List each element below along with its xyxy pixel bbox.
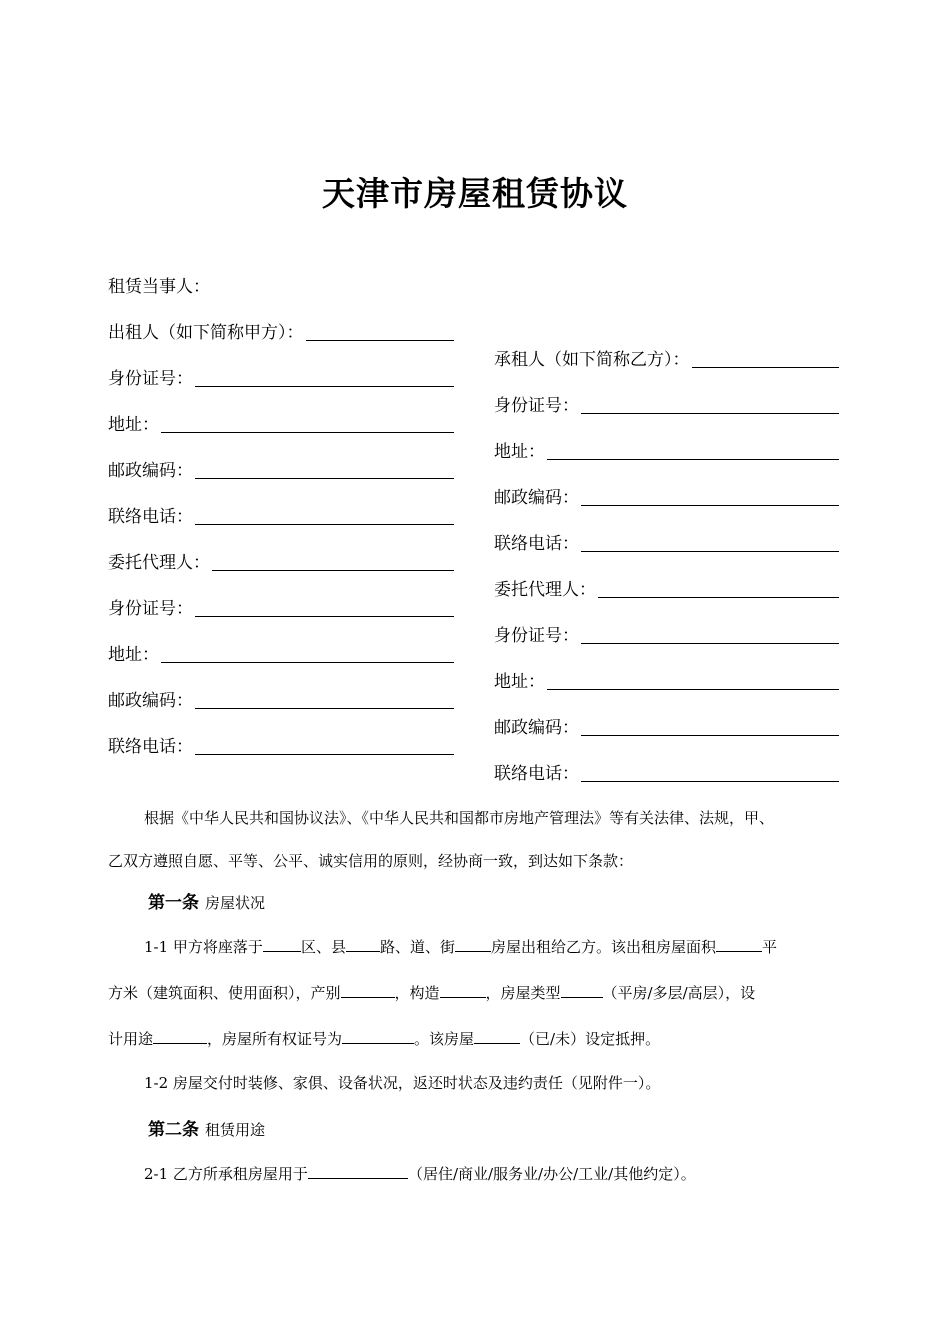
field-label: 联络电话： bbox=[494, 534, 579, 554]
lessee-column bbox=[494, 347, 839, 807]
clause-text: 。该房屋 bbox=[414, 1030, 475, 1048]
lessor-phone-field[interactable] bbox=[108, 504, 454, 527]
field-label: 地址： bbox=[494, 442, 545, 462]
fill-line bbox=[161, 432, 454, 433]
field-label: 身份证号： bbox=[108, 599, 193, 619]
field-label: 承租人（如下简称乙方）： bbox=[494, 350, 690, 370]
fill-line bbox=[547, 689, 839, 690]
clause-text: （已/未）设定抵押。 bbox=[520, 1030, 661, 1048]
intro-line-2: 乙双方遵照自愿、平等、公平、诚实信用的原则，经协商一致，到达如下条款： bbox=[108, 852, 634, 870]
structure-blank[interactable] bbox=[440, 985, 486, 998]
clause-1-1-line-3 bbox=[108, 1028, 858, 1049]
lessee-phone-field[interactable] bbox=[494, 531, 839, 554]
fill-line bbox=[195, 754, 454, 755]
fill-line bbox=[306, 340, 455, 341]
clause-text: ，房屋类型 bbox=[485, 984, 561, 1002]
clause-text: 房屋出租给乙方。该出租房屋面积 bbox=[490, 938, 716, 956]
lessee-postcode-field[interactable] bbox=[494, 485, 839, 508]
fill-line bbox=[581, 643, 839, 644]
field-label: 邮政编码： bbox=[494, 718, 579, 738]
clause-text: ，构造 bbox=[394, 984, 440, 1002]
field-label: 地址： bbox=[108, 645, 159, 665]
fill-line bbox=[581, 413, 839, 414]
field-label: 身份证号： bbox=[494, 626, 579, 646]
fill-line bbox=[547, 459, 839, 460]
mortgage-blank[interactable] bbox=[474, 1031, 520, 1044]
fill-line bbox=[195, 616, 454, 617]
clause-text: 平 bbox=[761, 938, 777, 956]
clause-text: （居住/商业/服务业/办公/工业/其他约定）。 bbox=[407, 1165, 696, 1183]
lessee-address-field[interactable] bbox=[494, 439, 839, 462]
lessor-id-field[interactable] bbox=[108, 366, 454, 389]
clause-text: 2-1 乙方所承租房屋用于 bbox=[144, 1165, 308, 1183]
clause-1-2: 1-2 房屋交付时装修、家俱、设备状况，返还时状态及违约责任（见附件一）。 bbox=[144, 1074, 661, 1092]
field-label: 委托代理人： bbox=[494, 580, 596, 600]
lessee-agent-id-field[interactable] bbox=[494, 623, 839, 646]
intro-line-1: 根据《中华人民共和国协议法》、《中华人民共和国都市房地产管理法》等有关法律、法规，甲、 bbox=[144, 809, 775, 827]
article-1-title: 第一条 bbox=[148, 893, 199, 913]
field-label: 邮政编码： bbox=[108, 691, 193, 711]
lessor-agent-postcode-field[interactable] bbox=[108, 688, 454, 711]
clause-text: 1-1 甲方将座落于 bbox=[144, 938, 263, 956]
lessor-agent-address-field[interactable] bbox=[108, 642, 454, 665]
field-label: 邮政编码： bbox=[494, 488, 579, 508]
document-title: 天津市房屋租赁协议 bbox=[322, 174, 628, 213]
lessee-agent-phone-field[interactable] bbox=[494, 761, 839, 784]
field-label: 地址： bbox=[494, 672, 545, 692]
article-2-heading bbox=[148, 1115, 898, 1140]
certificate-number-blank[interactable] bbox=[342, 1031, 414, 1044]
lessee-id-field[interactable] bbox=[494, 393, 839, 416]
clause-2-1 bbox=[144, 1163, 894, 1184]
usage-blank[interactable] bbox=[308, 1166, 408, 1179]
article-2-subtitle: 租赁用途 bbox=[205, 1121, 266, 1139]
article-1-heading bbox=[148, 888, 898, 913]
fill-line bbox=[195, 524, 454, 525]
clause-1-1-line-1 bbox=[144, 936, 894, 957]
field-label: 联络电话： bbox=[108, 737, 193, 757]
fill-line bbox=[581, 781, 839, 782]
clause-text: 方米（建筑面积、使用面积），产别 bbox=[108, 984, 341, 1002]
field-label: 身份证号： bbox=[108, 369, 193, 389]
field-label: 出租人（如下简称甲方）： bbox=[108, 323, 304, 343]
clause-text: （平房/多层/高层），设 bbox=[602, 984, 756, 1002]
lessor-agent-field[interactable] bbox=[108, 550, 454, 573]
clause-text: ，房屋所有权证号为 bbox=[207, 1030, 343, 1048]
lessee-agent-field[interactable] bbox=[494, 577, 839, 600]
field-label: 联络电话： bbox=[108, 507, 193, 527]
road-blank[interactable] bbox=[346, 939, 380, 952]
fill-line bbox=[212, 570, 454, 571]
fill-line bbox=[195, 708, 454, 709]
district-blank[interactable] bbox=[263, 939, 301, 952]
field-label: 联络电话： bbox=[494, 764, 579, 784]
area-blank[interactable] bbox=[716, 939, 762, 952]
fill-line bbox=[692, 367, 840, 368]
fill-line bbox=[195, 478, 454, 479]
design-use-blank[interactable] bbox=[153, 1031, 207, 1044]
article-2-title: 第二条 bbox=[148, 1120, 199, 1140]
fill-line bbox=[581, 551, 839, 552]
clause-text: 区、县 bbox=[300, 938, 346, 956]
street-number-blank[interactable] bbox=[455, 939, 491, 952]
fill-line bbox=[161, 662, 454, 663]
lessor-postcode-field[interactable] bbox=[108, 458, 454, 481]
clause-text: 计用途 bbox=[108, 1030, 154, 1048]
fill-line bbox=[581, 505, 839, 506]
article-1-subtitle: 房屋状况 bbox=[205, 894, 266, 912]
lessee-agent-address-field[interactable] bbox=[494, 669, 839, 692]
clause-1-1-line-2 bbox=[108, 982, 858, 1003]
parties-label: 租赁当事人： bbox=[108, 277, 210, 297]
lessor-agent-phone-field[interactable] bbox=[108, 734, 454, 757]
fill-line bbox=[581, 735, 839, 736]
field-label: 委托代理人： bbox=[108, 553, 210, 573]
house-type-blank[interactable] bbox=[561, 985, 603, 998]
fill-line bbox=[195, 386, 454, 387]
lessor-name-field[interactable] bbox=[108, 320, 454, 343]
field-label: 邮政编码： bbox=[108, 461, 193, 481]
lessor-address-field[interactable] bbox=[108, 412, 454, 435]
lessee-name-field[interactable] bbox=[494, 347, 839, 370]
field-label: 地址： bbox=[108, 415, 159, 435]
lessor-agent-id-field[interactable] bbox=[108, 596, 454, 619]
lessee-agent-postcode-field[interactable] bbox=[494, 715, 839, 738]
fill-line bbox=[598, 597, 839, 598]
clause-text: 路、道、街 bbox=[379, 938, 455, 956]
lessor-column bbox=[108, 320, 454, 780]
property-type-blank[interactable] bbox=[341, 985, 395, 998]
field-label: 身份证号： bbox=[494, 396, 579, 416]
